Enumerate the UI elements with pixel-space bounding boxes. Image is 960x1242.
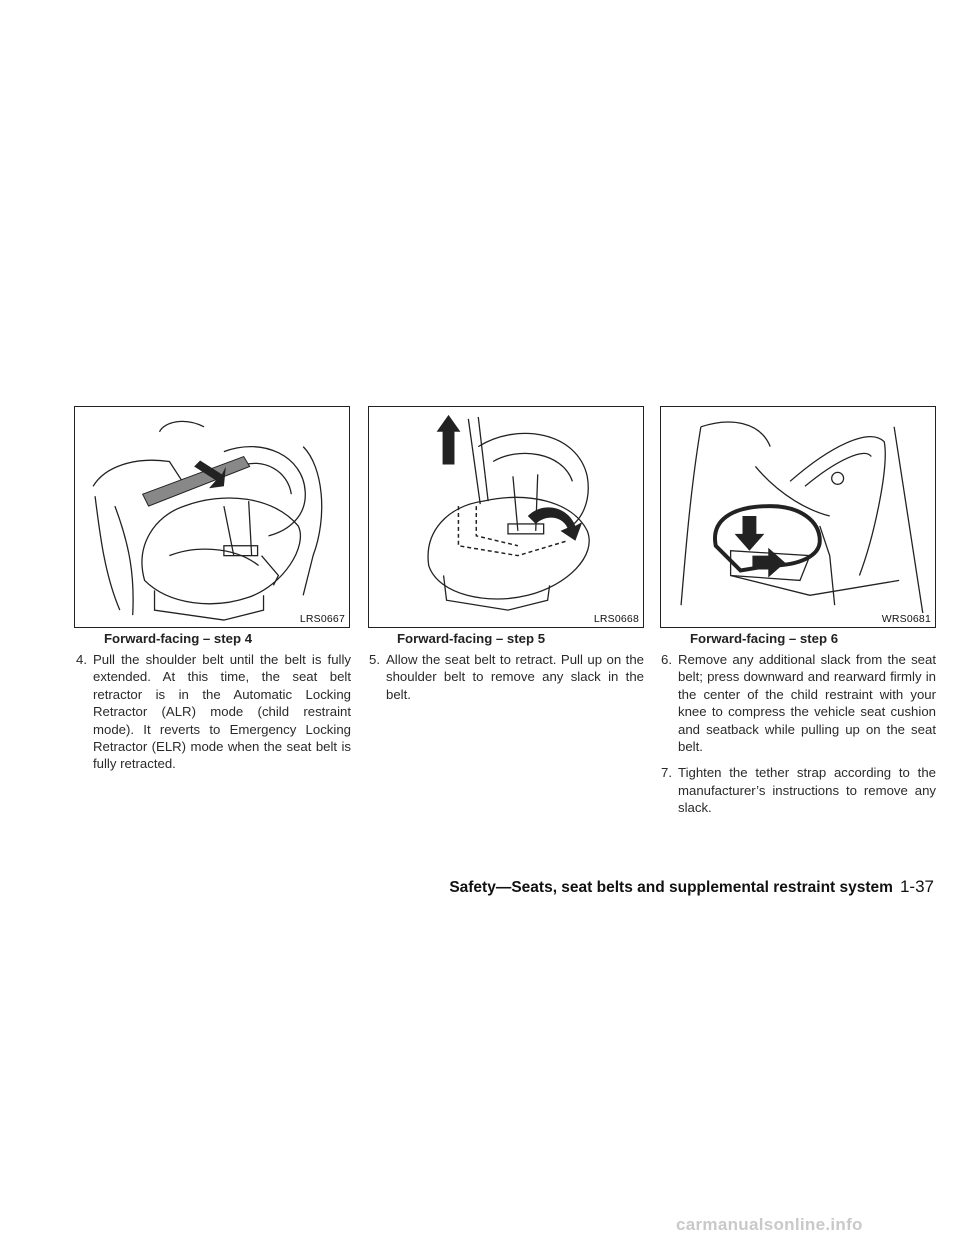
step-number: 7. [661,765,672,781]
instruction-step [76,651,351,773]
step-text: Allow the seat belt to retract. Pull up on the shoulder belt to remove any slack in the belt. [386,652,644,702]
figure-step-6 [660,406,936,628]
section-title: Safety—Seats, seat belts and supplemental restraint system [449,879,893,896]
step-number: 6. [661,652,672,667]
figure-code: LRS0668 [591,613,639,625]
instruction-step [369,651,644,703]
text-column-3 [661,651,936,826]
figure-step-4 [74,406,350,628]
figure-code: WRS0681 [879,613,931,625]
text-column-2 [369,651,644,712]
text-column-1 [76,651,351,782]
child-seat-step4-illustration [75,407,349,627]
step-text: Pull the shoulder belt until the belt is fully extended. At this time, the seat belt retractor is in the Automatic Locking Retractor (ALR) mode (child restraint mode). It reverts to Emergency Locking Retractor (ELR) mode when the seat belt is fully retracted. [93,652,351,772]
figure-caption: Forward-facing – step 5 [397,631,546,646]
step-number: 5. [369,652,380,667]
figure-caption: Forward-facing – step 6 [690,631,839,646]
child-seat-step6-illustration [661,407,935,627]
child-seat-step5-illustration [369,407,643,627]
page-footer [449,877,934,897]
step-text: Remove any additional slack from the seat belt; press downward and rearward firmly in the center of the child restraint with your knee to compress the vehicle seat cushion and seatback while pulling up on the seat belt. [678,652,936,755]
figure-step-5 [368,406,644,628]
step-number: 4. [76,652,87,667]
instruction-step [661,651,936,755]
step-text: Tighten the tether strap according to the manufacturer’s instructions to remove any slack. [678,765,936,816]
figure-code: LRS0667 [297,613,345,625]
page-number: 1-37 [899,877,934,896]
instruction-step [661,764,936,816]
watermark: carmanualsonline.info [676,1215,863,1234]
figure-caption: Forward-facing – step 4 [104,631,253,646]
